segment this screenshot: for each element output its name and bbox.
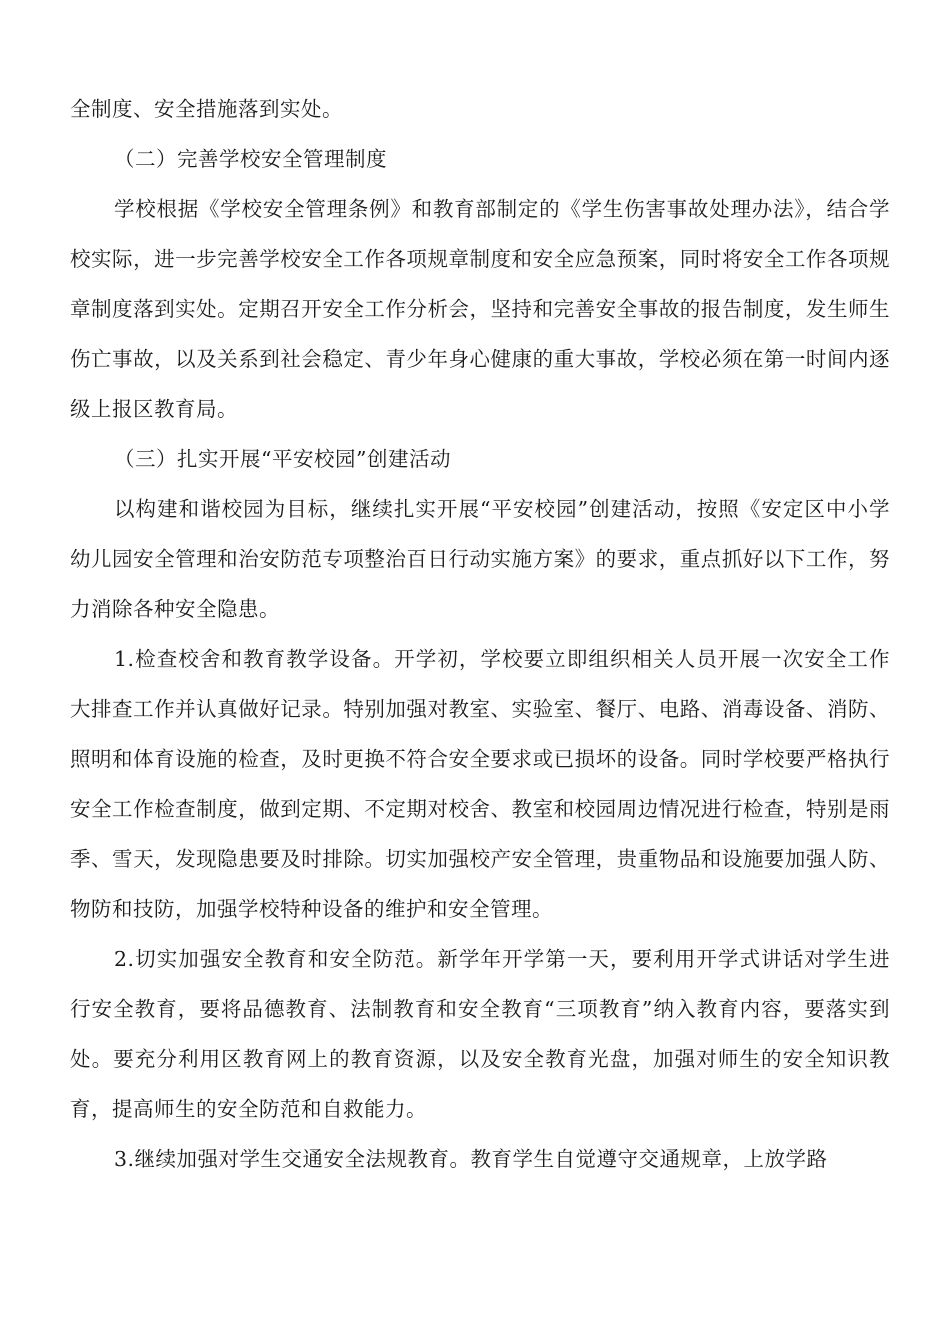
paragraph-item-2: 2.切实加强安全教育和安全防范。新学年开学第一天，要利用开学式讲话对学生进行安全教育，要将品德教育、法制教育和安全教育“三项教育”纳入教育内容，要落实到处。要充分利用区教育网上的教育资源，以及安全教育光盘，加强对师生的安全知识教育，提高师生的安全防范和自救能力。 xyxy=(70,947,890,1121)
paragraph-item-1: 1.检查校舍和教育教学设备。开学初，学校要立即组织相关人员开展一次安全工作大排查工作并认真做好记录。特别加强对教室、实验室、餐厅、电路、消毒设备、消防、照明和体育设施的检查，及时更换不符合安全要求或已损坏的设备。同时学校要严格执行安全工作检查制度，做到定期、不定期对校舍、教室和校园周边情况进行检查，特别是雨季、雪天，发现隐患要及时排除。切实加强校产安全管理，贵重物品和设施要加强人防、物防和技防，加强学校特种设备的维护和安全管理。 xyxy=(70,647,890,921)
document-body xyxy=(70,84,890,1184)
section-heading-2: （二）完善学校安全管理制度 xyxy=(114,147,387,171)
paragraph-safe-campus: 以构建和谐校园为目标，继续扎实开展“平安校园”创建活动，按照《安定区中小学幼儿园安全管理和治安防范专项整治百日行动实施方案》的要求，重点抓好以下工作，努力消除各种安全隐患。 xyxy=(70,497,890,621)
paragraph-item-3: 3.继续加强对学生交通安全法规教育。教育学生自觉遵守交通规章，上放学路 xyxy=(114,1147,828,1171)
paragraph-safety-regulations: 学校根据《学校安全管理条例》和教育部制定的《学生伤害事故处理办法》，结合学校实际，进一步完善学校安全工作各项规章制度和安全应急预案，同时将安全工作各项规章制度落到实处。定期召开安全工作分析会，坚持和完善安全事故的报告制度，发生师生伤亡事故，以及关系到社会稳定、青少年身心健康的重大事故，学校必须在第一时间内逐级上报区教育局。 xyxy=(70,197,890,421)
paragraph-continuation: 全制度、安全措施落到实处。 xyxy=(70,97,343,121)
section-heading-3: （三）扎实开展“平安校园”创建活动 xyxy=(114,447,451,471)
